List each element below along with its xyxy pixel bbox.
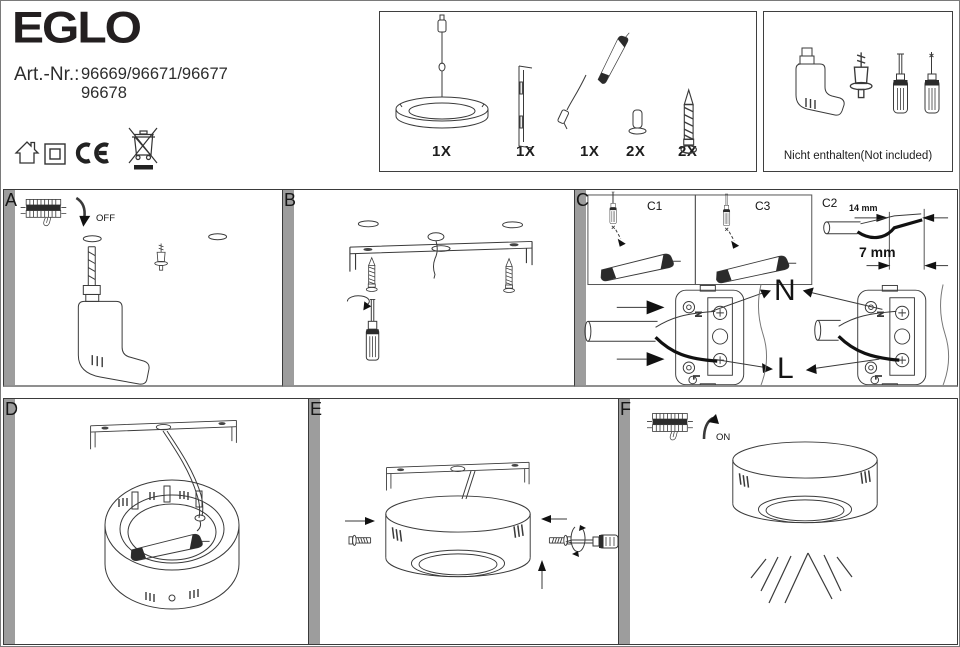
panel-a-label: A [5, 190, 18, 210]
tools-not-included-box [763, 11, 953, 172]
panel-b-illustration [283, 190, 574, 385]
step-c3-label: C3 [755, 199, 771, 213]
panel-f-illustration [619, 399, 957, 644]
qty-bracket: 1X [516, 143, 536, 160]
svg-text:N: N [693, 311, 703, 318]
ce-mark-icon [75, 138, 113, 168]
neutral-terminal-label: N [774, 274, 796, 307]
included-parts-box [379, 11, 757, 172]
panel-c [574, 189, 958, 387]
panel-b [282, 189, 575, 387]
qty-wood-screw: 2X [678, 143, 698, 160]
step-c2-label: C2 [822, 196, 838, 210]
panel-d-label: D [5, 399, 18, 419]
not-included-note: Nicht enthalten(Not included) [783, 150, 933, 162]
qty-small-screw: 2X [626, 143, 646, 160]
panel-c-label: C [576, 190, 589, 210]
tools-illustration [764, 12, 952, 171]
step-c1-label: C1 [647, 199, 663, 213]
live-terminal-label: L [777, 352, 794, 385]
article-numbers-line1: 96669/96671/96677 [81, 65, 228, 83]
article-numbers-line2: 96678 [81, 84, 127, 102]
panel-f-label: F [620, 399, 631, 419]
included-parts-illustration [380, 12, 756, 171]
strip-length-7mm: 7 mm [859, 244, 896, 260]
qty-driver: 1X [580, 143, 600, 160]
panel-c-illustration [575, 190, 957, 385]
panel-e-illustration [309, 399, 618, 644]
panel-f [618, 398, 958, 645]
power-on-label: ON [716, 432, 731, 443]
strip-length-14mm: 14 mm [849, 203, 878, 213]
svg-text:L: L [691, 375, 701, 380]
article-number-label: Art.-Nr.: [14, 64, 80, 85]
article-numbers [81, 65, 228, 103]
svg-text:L: L [873, 375, 883, 380]
panel-a [3, 189, 283, 387]
qty-light: 1X [432, 143, 452, 160]
panel-a-illustration [4, 190, 282, 385]
power-off-label: OFF [96, 213, 115, 224]
panel-d [3, 398, 309, 645]
panel-e [308, 398, 619, 645]
weee-bin-icon [127, 123, 159, 170]
panel-e-label: E [310, 399, 323, 419]
svg-text:N: N [875, 311, 885, 318]
panel-d-illustration [4, 399, 308, 644]
panel-b-label: B [284, 190, 297, 210]
brand-logo: EGLO [12, 3, 141, 53]
class-ii-insulation-icon [44, 143, 66, 165]
indoor-use-house-icon [14, 138, 40, 165]
